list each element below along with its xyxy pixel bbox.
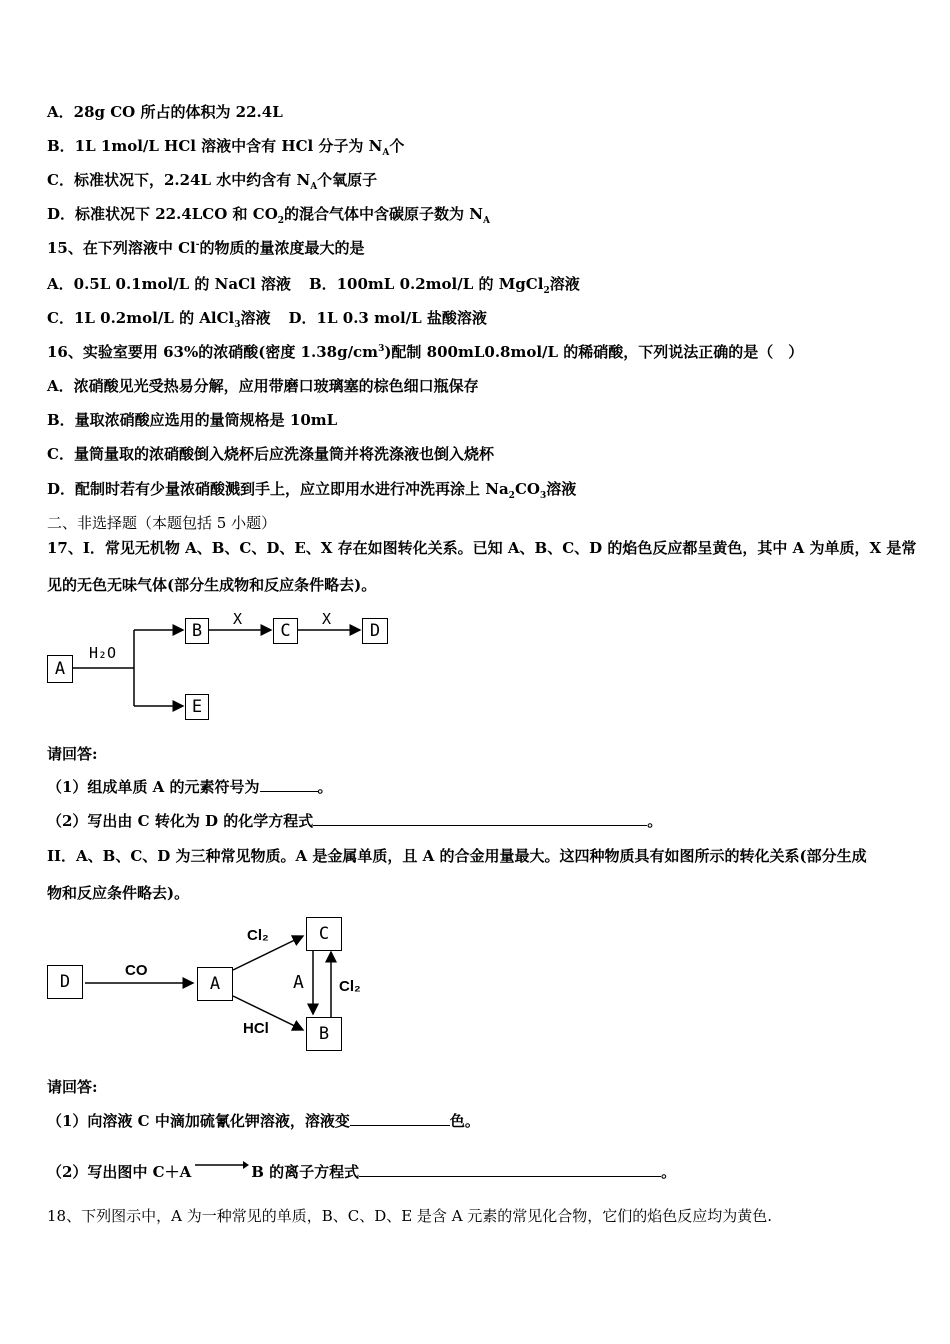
q16-option-a: A．浓硝酸见光受热易分解，应用带磨口玻璃塞的棕色细口瓶保存 (47, 377, 479, 395)
q15-options-ab (47, 274, 580, 294)
q15-option-c: C．1L 0.2mol/L 的 AlCl$_3$溶液 (47, 309, 271, 330)
label-x1: X (233, 610, 243, 628)
arrow-icon (193, 1157, 249, 1173)
answer-prompt-1: 请回答: (47, 745, 98, 763)
blank-3[interactable] (350, 1111, 450, 1126)
q17-part2-line2: 物和反应条件略去)。 (47, 884, 190, 902)
q15-option-a: A．0.5L 0.1mol/L 的 NaCl 溶液 (47, 275, 291, 293)
node-c2: C (306, 917, 342, 951)
blank-4[interactable] (359, 1162, 661, 1177)
q17-sub3: （1）向溶液 C 中滴加硫氰化钾溶液，溶液变 色。 (47, 1112, 480, 1130)
label-x2: X (322, 610, 332, 628)
node-b2: B (306, 1017, 342, 1051)
node-d2: D (47, 965, 83, 999)
label-h2o: H₂O (89, 644, 117, 662)
q17-diagram-2 (45, 912, 375, 1057)
node-a: A (47, 655, 73, 683)
label-mid-a: A (293, 972, 304, 993)
label-hcl: HCl (243, 1020, 269, 1037)
blank-1[interactable] (260, 777, 318, 792)
q15-options-cd (47, 308, 487, 328)
answer-prompt-2: 请回答: (47, 1078, 98, 1096)
q17-sub1: （1）组成单质 A 的元素符号为 。 (47, 778, 333, 796)
q14-option-d: D．标准状况下 22.4LCO 和 $CO_2$的混合气体中含碳原子数为 $N_A$ (47, 205, 490, 226)
section-title: 二、非选择题（本题包括 5 小题） (47, 514, 277, 532)
node-c: C (273, 618, 298, 644)
q17-sub4: （2）写出图中 C＋A B 的离子方程式 。 (47, 1157, 676, 1182)
label-cl2-right: Cl₂ (339, 978, 361, 995)
q17-part1-line2: 见的无色无味气体(部分生成物和反应条件略去)。 (47, 576, 377, 594)
q16-option-c: C．量筒量取的浓硝酸倒入烧杯后应洗涤量筒并将洗涤液也倒入烧杯 (47, 445, 494, 463)
q17-part2-line1: II．A、B、C、D 为三种常见物质。A 是金属单质，且 A 的合金用量最大。这四种物质具有如图所示的转化关系(部分生成 (47, 847, 867, 865)
q17-sub2: （2）写出由 C 转化为 D 的化学方程式 。 (47, 812, 663, 830)
q15-option-b: B．100mL 0.2mol/L 的 MgCl$_2$溶液 (308, 275, 580, 296)
node-a2: A (197, 967, 233, 1001)
q18-stem: 18、下列图示中，A 为一种常见的单质，B、C、D、E 是含 A 元素的常见化合物，它们的焰色反应均为黄色. (47, 1207, 773, 1225)
label-cl2-top: Cl₂ (247, 927, 269, 944)
node-e: E (185, 694, 209, 720)
q14-option-c: C．标准状况下，2.24L 水中约含有 $N_A$个氧原子 (47, 171, 378, 192)
q15-option-d: D．1L 0.3 mol/L 盐酸溶液 (288, 309, 487, 327)
q14-option-a: A．28g CO 所占的体积为 22.4L (47, 103, 283, 121)
q17-part1-line1: 17、I．常见无机物 A、B、C、D、E、X 存在如图转化关系。已知 A、B、C、D 的焰色反应都呈黄色，其中 A 为单质，X 是常 (47, 539, 917, 557)
node-b: B (185, 618, 209, 644)
label-co: CO (125, 962, 148, 979)
diagram-1-arrows (45, 610, 395, 725)
q16-option-d: D．配制时若有少量浓硝酸溅到手上，应立即用水进行冲洗再涂上 $Na_2CO_3$溶液 (47, 480, 577, 501)
q14-option-b: B．1L 1mol/L HCl 溶液中含有 HCl 分子为 $N_A$个 (47, 137, 405, 158)
blank-2[interactable] (313, 811, 647, 826)
q15-stem: 15、在下列溶液中 Cl-的物质的量浓度最大的是 (47, 239, 365, 257)
q16-option-b: B．量取浓硝酸应选用的量筒规格是 10mL (47, 411, 338, 429)
q16-stem: 16、实验室要用 63%的浓硝酸(密度 $1.38g/cm^3$)配制 800mL0.8mol/L 的稀硝酸，下列说法正确的是（ ） (47, 343, 804, 361)
node-d: D (362, 618, 388, 644)
q17-diagram-1 (45, 610, 395, 725)
